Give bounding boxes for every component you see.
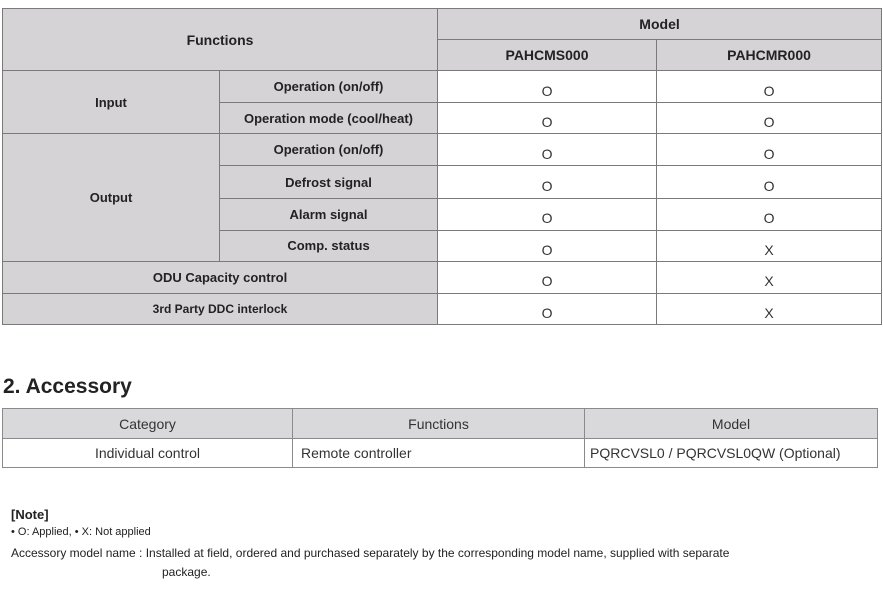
row-label: Operation mode (cool/heat) <box>220 103 438 134</box>
model-2-value: X <box>657 293 882 324</box>
model-1-value: O <box>438 166 657 198</box>
model-1-value: O <box>438 134 657 166</box>
row-label: 3rd Party DDC interlock <box>3 293 438 324</box>
model-cell: PQRCVSL0 / PQRCVSL0QW (Optional) <box>585 439 878 468</box>
model-2-value: O <box>657 166 882 198</box>
model-2-value: O <box>657 134 882 166</box>
model-1-value: O <box>438 103 657 134</box>
row-label: ODU Capacity control <box>3 261 438 293</box>
functions-cell: Remote controller <box>293 439 585 468</box>
model-1-value: O <box>438 293 657 324</box>
output-group-label: Output <box>3 134 220 261</box>
row-label: Defrost signal <box>220 166 438 198</box>
note-block <box>11 507 729 582</box>
model-2-value: O <box>657 71 882 103</box>
model-header: Model <box>585 409 878 439</box>
note-text: Accessory model name : Installed at field, ordered and purchased separately by the corresponding model name, supplied with separate <box>11 546 730 560</box>
row-label: Alarm signal <box>220 198 438 230</box>
model-2-value: O <box>657 198 882 230</box>
model-1-value: O <box>438 198 657 230</box>
note-legend: • O: Applied, • X: Not applied <box>11 526 151 538</box>
accessory-table <box>2 408 878 468</box>
row-label: Operation (on/off) <box>220 134 438 166</box>
model-1-header: PAHCMS000 <box>438 40 657 71</box>
note-title: [Note] <box>11 507 49 522</box>
row-label: Comp. status <box>220 230 438 261</box>
model-header: Model <box>438 9 882 40</box>
functions-header: Functions <box>293 409 585 439</box>
category-cell: Individual control <box>3 439 293 468</box>
model-2-value: O <box>657 103 882 134</box>
model-1-value: O <box>438 261 657 293</box>
model-1-value: O <box>438 230 657 261</box>
note-text-continued: package. <box>162 565 211 579</box>
functions-header: Functions <box>3 9 438 71</box>
model-2-value: X <box>657 261 882 293</box>
input-group-label: Input <box>3 71 220 134</box>
category-header: Category <box>3 409 293 439</box>
model-2-value: X <box>657 230 882 261</box>
model-2-header: PAHCMR000 <box>657 40 882 71</box>
accessory-heading: 2. Accessory <box>3 375 132 398</box>
row-label: Operation (on/off) <box>220 71 438 103</box>
functions-table <box>2 8 882 325</box>
model-1-value: O <box>438 71 657 103</box>
